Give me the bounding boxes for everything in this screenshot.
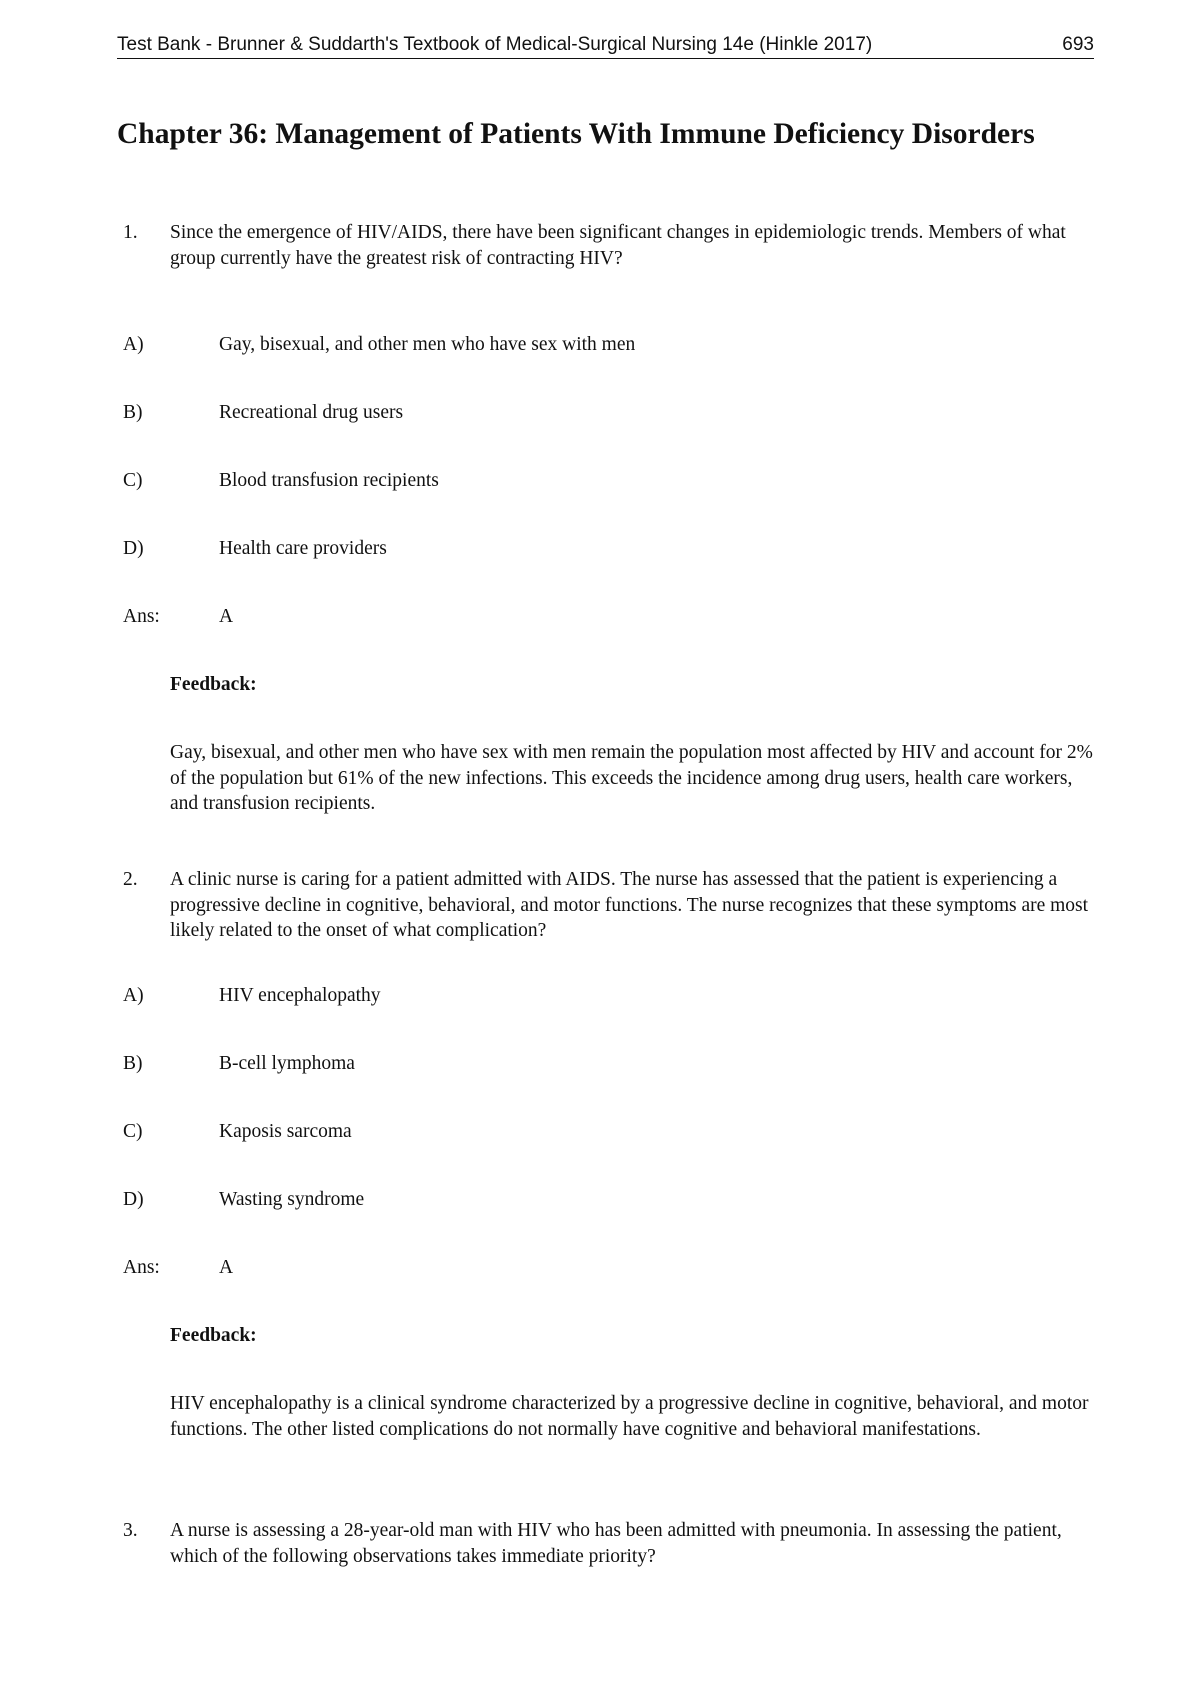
chapter-title: Chapter 36: Management of Patients With Immune Deficiency Disorders [117, 118, 1035, 150]
question-stem: Since the emergence of HIV/AIDS, there have been significant changes in epidemiologic trends. Members of what group currently have the greatest risk of contracting HIV? [170, 222, 1066, 269]
option-text: B-cell lymphoma [219, 1053, 355, 1074]
option-letter: B) [123, 1053, 143, 1074]
question-number: 3. [123, 1520, 138, 1541]
option-text: Kaposis sarcoma [219, 1121, 352, 1142]
question-stem: A clinic nurse is caring for a patient admitted with AIDS. The nurse has assessed that the patient is experiencing a progressive decline in cognitive, behavioral, and motor functions. The nurse recognizes that these symptoms are most likely related to the onset of what complication? [170, 869, 1089, 941]
answer-label: Ans: [123, 606, 160, 627]
option-text: Recreational drug users [219, 402, 404, 423]
answer-value: A [219, 606, 234, 627]
feedback-text: Gay, bisexual, and other men who have sex with men remain the population most affected by HIV and account for 2% of the population but 61% of the new infections. This exceeds the incidence among drug users, health care workers, and transfusion recipients. [170, 742, 1093, 814]
feedback-heading: Feedback: [170, 674, 257, 695]
option-text: Gay, bisexual, and other men who have sex with men [219, 334, 636, 355]
running-header [117, 34, 1094, 59]
header-title: Test Bank - Brunner & Suddarth's Textbook of Medical-Surgical Nursing 14e (Hinkle 2017) [117, 34, 873, 55]
option-letter: C) [123, 470, 143, 491]
option-text: Health care providers [219, 538, 387, 559]
option-letter: D) [123, 538, 144, 559]
option-text: Blood transfusion recipients [219, 470, 439, 491]
question-number: 1. [123, 222, 138, 243]
page-number: 693 [1062, 34, 1094, 55]
feedback-text: HIV encephalopathy is a clinical syndrome characterized by a progressive decline in cognitive, behavioral, and motor functions. The other listed complications do not normally have cognitive and behavioral manifestations. [170, 1393, 1089, 1440]
option-letter: C) [123, 1121, 143, 1142]
question-stem: A nurse is assessing a 28-year-old man with HIV who has been admitted with pneumonia. In assessing the patient, which of the following observations takes immediate priority? [170, 1520, 1062, 1567]
feedback-heading: Feedback: [170, 1325, 257, 1346]
option-text: HIV encephalopathy [219, 985, 381, 1006]
option-letter: A) [123, 334, 144, 355]
option-letter: A) [123, 985, 144, 1006]
option-letter: D) [123, 1189, 144, 1210]
answer-value: A [219, 1257, 234, 1278]
option-letter: B) [123, 402, 143, 423]
option-text: Wasting syndrome [219, 1189, 365, 1210]
question-number: 2. [123, 869, 138, 890]
answer-label: Ans: [123, 1257, 160, 1278]
